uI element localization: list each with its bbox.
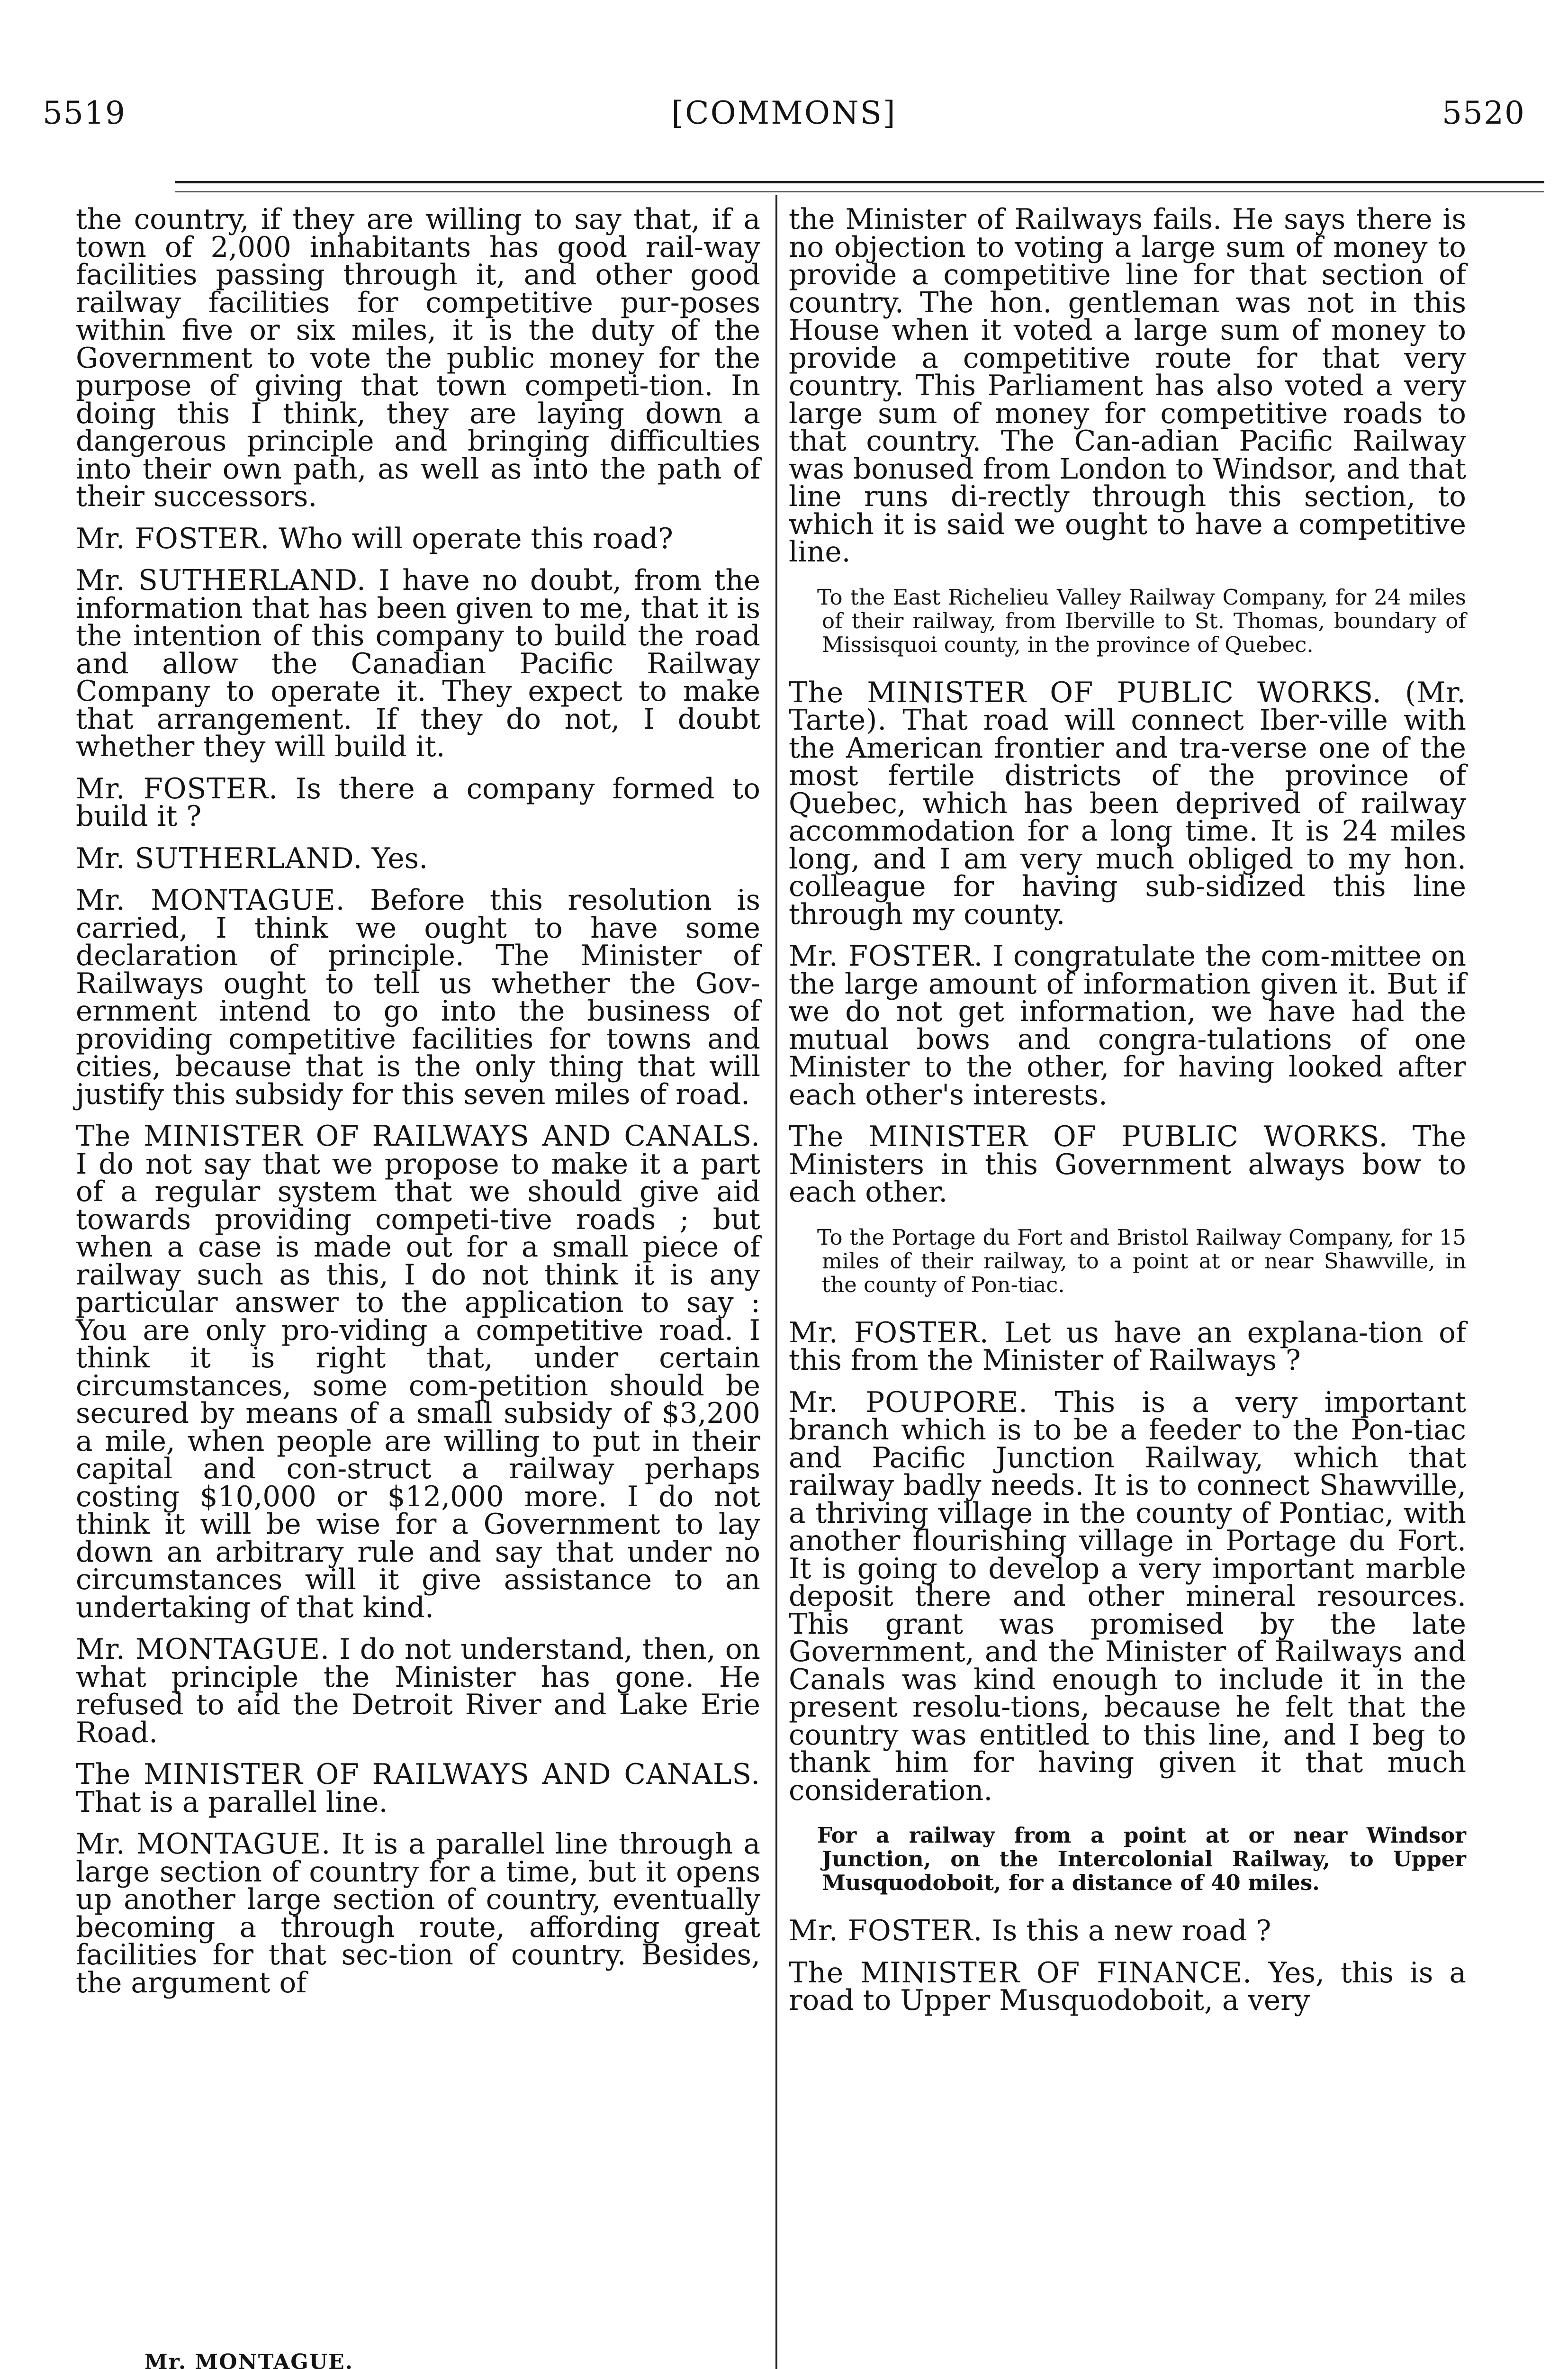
speaker-name: The MINISTER OF PUBLIC WORKS. (Mr. Tarte). xyxy=(789,676,1466,737)
resolution-text: To the East Richelieu Valley Railway Company, for 24 miles of their railway, from Iberville to St. Thomas, boundary of Missisquoi county, in the province of Quebec. xyxy=(817,584,1466,657)
speech-paragraph: The MINISTER OF PUBLIC WORKS. The Ministers in this Government always bow to each other. xyxy=(789,1121,1467,1209)
page-header xyxy=(0,0,1568,142)
speaker-name: The MINISTER OF RAILWAYS AND CANALS. xyxy=(76,1758,760,1791)
speech-paragraph: Mr. SUTHERLAND. Yes. xyxy=(76,842,428,875)
speech-paragraph: The MINISTER OF FINANCE. Yes, this is a road to Upper Musquodoboit, a very xyxy=(789,1956,1466,2017)
speech-paragraph: Mr. FOSTER. I congratulate the com-mittee on the large amount of information given it. But if we do not get information, we have had the mutual bows and congra-tulations of one Minister to the other, for having looked after each other's interests. xyxy=(789,940,1466,1112)
speaker-name: The MINISTER OF FINANCE. xyxy=(789,1956,1252,1989)
speech-paragraph: Mr. FOSTER. Is there a company formed to build it ? xyxy=(76,772,760,833)
speech-paragraph: The MINISTER OF RAILWAYS AND CANALS. That is a parallel line. xyxy=(76,1758,760,1819)
right-column xyxy=(789,203,1467,2029)
speaker-name: The MINISTER OF PUBLIC WORKS. xyxy=(789,1121,1388,1153)
resolution-text: To the Portage du Fort and Bristol Railway Company, for 15 miles of their railway, to a point at or near Shawville, in the county of Pon-tiac. xyxy=(817,1224,1466,1297)
speech-paragraph: the Minister of Railways fails. He says there is no objection to voting a large sum of money to provide a competitive line for that section of country. The hon. gentleman was not in this House when it voted a large sum of money to provide a competitive route for that very country. This Parliament has also voted a very large sum of money for competitive roads to that country. The Can-adian Pacific Railway was bonused from London to Windsor, and that line runs di-rectly through this section, to which it is said we ought to have a competitive line. xyxy=(789,203,1466,569)
speech-paragraph: the country, if they are willing to say that, if a town of 2,000 inhabitants has good rail-way facilities passing through it, and other good railway facilities for competitive pur-poses within five or six miles, it is the duty of the Government to vote the public money for the purpose of giving that town competi-tion. In doing this I think, they are laying down a dangerous principle and bringing difficulties into their own path, as well as into the path of their successors. xyxy=(76,203,760,513)
page-number-right: 5520 xyxy=(1442,95,1525,131)
left-column xyxy=(76,203,760,2011)
speaker-name: The MINISTER OF RAILWAYS AND CANALS. xyxy=(76,1120,760,1153)
speech-paragraph: The MINISTER OF RAILWAYS AND CANALS. I do not say that we propose to make it a part of a regular system that we should give aid towards providing competi-tive roads ; but when a case is made out for a small piece of railway such as this, I do not think it is any particular answer to the application to say : You are only pro-viding a competitive road. I think it is right that, under certain circumstances, some com-petition should be secured by means of a small subsidy of $3,200 a mile, when people are willing to put in their capital and con-struct a railway perhaps costing $10,000 or $12,000 more. I do not think it will be wise for a Government to lay down an arbitrary rule and say that under no circumstances will it give assistance to an undertaking of that kind. xyxy=(76,1120,760,1624)
speech-paragraph: The MINISTER OF PUBLIC WORKS. (Mr. Tarte). That road will connect Iber-ville with the American frontier and tra-verse one of the most fertile districts of the province of Quebec, which has been deprived of railway accommodation for a long time. It is 24 miles long, and I am very much obliged to my hon. colleague for having sub-sidized this line through my county. xyxy=(789,676,1466,931)
speech-paragraph: Mr. POUPORE. This is a very important branch which is to be a feeder to the Pon-tiac and Pacific Junction Railway, which that railway badly needs. It is to connect Shawville, a thriving village in the county of Pontiac, with another flourishing village in Portage du Fort. It is going to develop a very important marble deposit there and other mineral resources. This grant was promised by the late Government, and the Minister of Railways and Canals was kind enough to include it in the present resolu-tions, because he felt that the country was entitled to this line, and I beg to thank him for having given it that much consideration. xyxy=(789,1386,1467,1807)
speaker-name: Mr. SUTHERLAND. xyxy=(76,842,363,875)
column-divider xyxy=(775,195,777,2369)
speech-paragraph: Mr. MONTAGUE. It is a parallel line through a large section of country for a time, but it opens up another large section of country, eventually becoming a through route, affording great facilities for that sec-tion of country. Besides, the argument of xyxy=(76,1828,760,1999)
speaker-name: Mr. FOSTER. xyxy=(789,1316,989,1349)
speech-paragraph: Mr. FOSTER. Is this a new road ? xyxy=(789,1915,1271,1947)
page-title: [COMMONS] xyxy=(671,95,897,131)
speaker-name: Mr. POUPORE. xyxy=(789,1386,1028,1419)
speech-paragraph: Mr. MONTAGUE. I do not understand, then, on what principle the Minister has gone. He refused to aid the Detroit River and Lake Erie Road. xyxy=(76,1633,760,1749)
page-number-left: 5519 xyxy=(43,95,126,131)
speaker-name: Mr. MONTAGUE. xyxy=(76,1828,331,1861)
speaker-name: Mr. MONTAGUE. xyxy=(76,884,345,917)
speech-paragraph: Mr. SUTHERLAND. I have no doubt, from the information that has been given to me, that it is the intention of this company to build the road and allow the Canadian Pacific Railway Company to operate it. They expect to make that arrangement. If they do not, I doubt whether they will build it. xyxy=(76,564,760,763)
speech-paragraph: Mr. MONTAGUE. Before this resolution is carried, I think we ought to have some declaration of principle. The Minister of Railways ought to tell us whether the Gov-ernment intend to go into the business of providing competitive facilities for towns and cities, because that is the only thing that will justify this subsidy for this seven miles of road. xyxy=(76,884,760,1111)
resolution-text: For a railway from a point at or near Windsor Junction, on the Intercolonial Railway, to Upper Musquodoboit, for a distance of 40 miles. xyxy=(817,1823,1466,1895)
speech-paragraph: Mr. FOSTER. Who will operate this road? xyxy=(76,522,673,555)
speaker-name: Mr. FOSTER. xyxy=(789,1915,983,1947)
running-footer-name: Mr. MONTAGUE. xyxy=(144,2350,354,2369)
speech-paragraph: Mr. FOSTER. Let us have an explana-tion of this from the Minister of Railways ? xyxy=(789,1316,1466,1377)
speaker-name: Mr. SUTHERLAND. xyxy=(76,564,366,597)
header-rule-thin xyxy=(175,191,1544,192)
speaker-name: Mr. FOSTER. xyxy=(76,522,270,555)
speaker-name: Mr. FOSTER. xyxy=(76,772,279,805)
speaker-name: Mr. MONTAGUE. xyxy=(76,1633,330,1666)
header-rule-thick xyxy=(175,181,1544,183)
speaker-name: Mr. FOSTER. xyxy=(789,940,983,973)
